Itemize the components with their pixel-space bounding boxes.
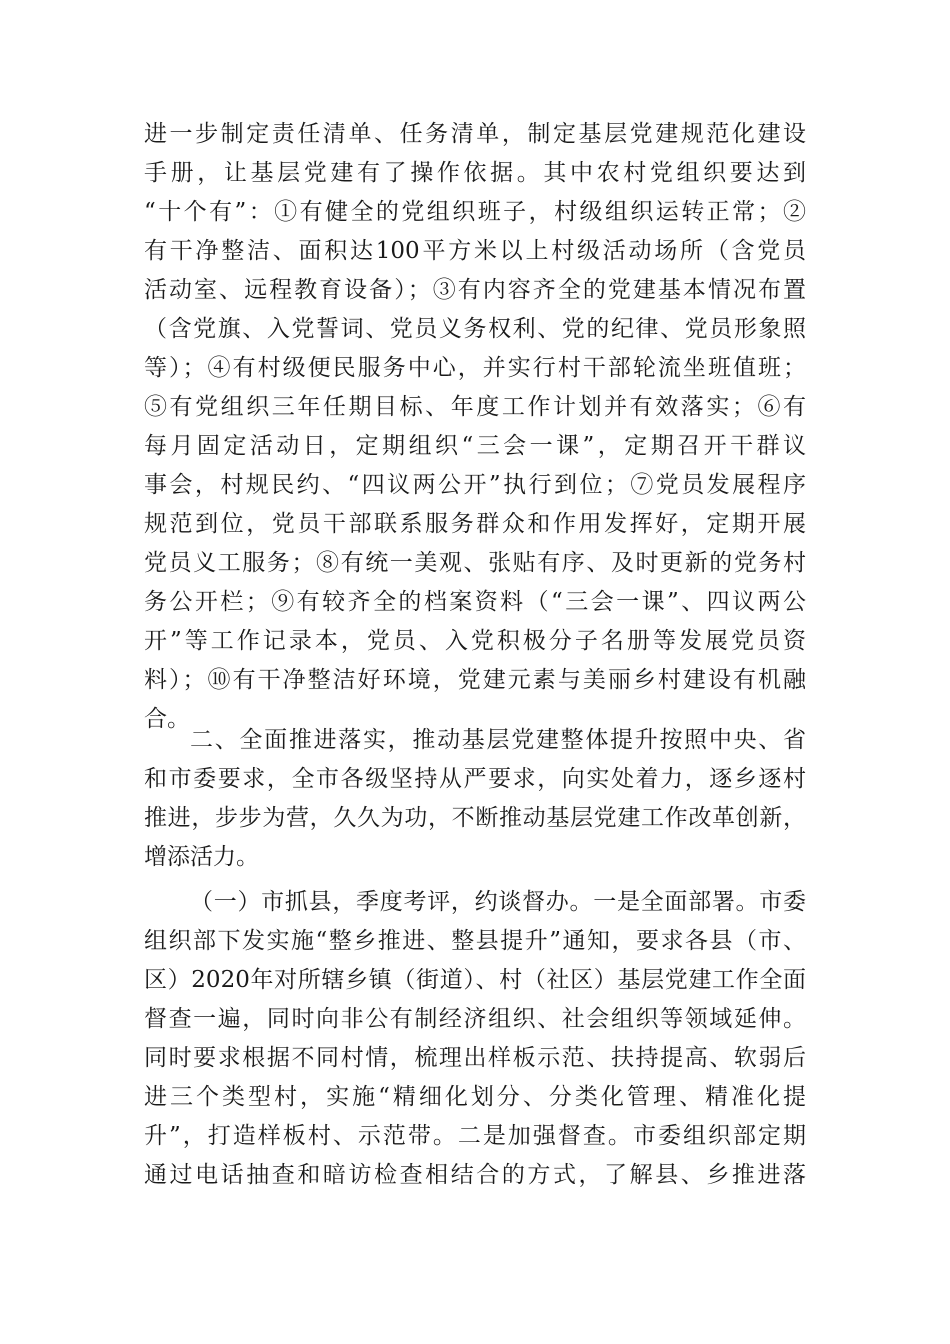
paragraph-1	[144, 115, 806, 739]
text-line: （含党旗、入党誓词、党员义务权利、党的纪律、党员形象照	[144, 316, 806, 342]
text-line: 事会，村规民约、“四议两公开”执行到位；⑦党员发展程序	[144, 472, 806, 498]
text-line: 同时要求根据不同村情，梳理出样板示范、扶持提高、软弱后	[144, 1045, 806, 1071]
paragraph-3	[144, 883, 806, 1195]
text-line: 推进，步步为营，久久为功，不断推动基层党建工作改革创新，	[144, 805, 806, 831]
text-line: 督查一遍，同时向非公有制经济组织、社会组织等领域延伸。	[144, 1006, 806, 1032]
text-line: 区）2020年对所辖乡镇（街道）、村（社区）基层党建工作全面	[144, 967, 806, 993]
text-line: 有干净整洁、面积达100平方米以上村级活动场所（含党员	[144, 238, 806, 264]
text-line: 活动室、远程教育设备）；③有内容齐全的党建基本情况布置	[144, 277, 806, 303]
text-line: 组织部下发实施“整乡推进、整县提升”通知，要求各县（市、	[144, 928, 806, 954]
text-line: 开”等工作记录本，党员、入党积极分子名册等发展党员资	[144, 628, 806, 654]
text-line: 通过电话抽查和暗访检查相结合的方式，了解县、乡推进落	[144, 1162, 806, 1188]
text-line: 料）；⑩有干净整洁好环境，党建元素与美丽乡村建设有机融	[144, 667, 806, 693]
text-line: 进一步制定责任清单、任务清单，制定基层党建规范化建设	[144, 121, 806, 147]
text-line: 手册，让基层党建有了操作依据。其中农村党组织要达到	[144, 160, 806, 186]
text-line: “十个有”：①有健全的党组织班子，村级组织运转正常；②	[144, 199, 806, 225]
text-line: 进三个类型村，实施“精细化划分、分类化管理、精准化提	[144, 1084, 806, 1110]
text-line: 二、全面推进落实，推动基层党建整体提升按照中央、省	[190, 727, 806, 753]
text-line: 升”，打造样板村、示范带。二是加强督查。市委组织部定期	[144, 1123, 806, 1149]
text-line: 增添活力。	[144, 844, 259, 870]
text-line: 等）；④有村级便民服务中心，并实行村干部轮流坐班值班；	[144, 355, 806, 381]
text-line: 党员义工服务；⑧有统一美观、张贴有序、及时更新的党务村	[144, 550, 806, 576]
text-line: 每月固定活动日，定期组织“三会一课”，定期召开干群议	[144, 433, 806, 459]
text-line: （一）市抓县，季度考评，约谈督办。一是全面部署。市委	[190, 889, 806, 915]
paragraph-2	[144, 721, 806, 877]
text-line: 和市委要求，全市各级坚持从严要求，向实处着力，逐乡逐村	[144, 766, 806, 792]
text-line: 规范到位，党员干部联系服务群众和作用发挥好，定期开展	[144, 511, 806, 537]
text-line: 务公开栏；⑨有较齐全的档案资料（“三会一课”、四议两公	[144, 589, 806, 615]
text-line: 合。	[144, 706, 190, 732]
text-line: ⑤有党组织三年任期目标、年度工作计划并有效落实；⑥有	[144, 394, 806, 420]
